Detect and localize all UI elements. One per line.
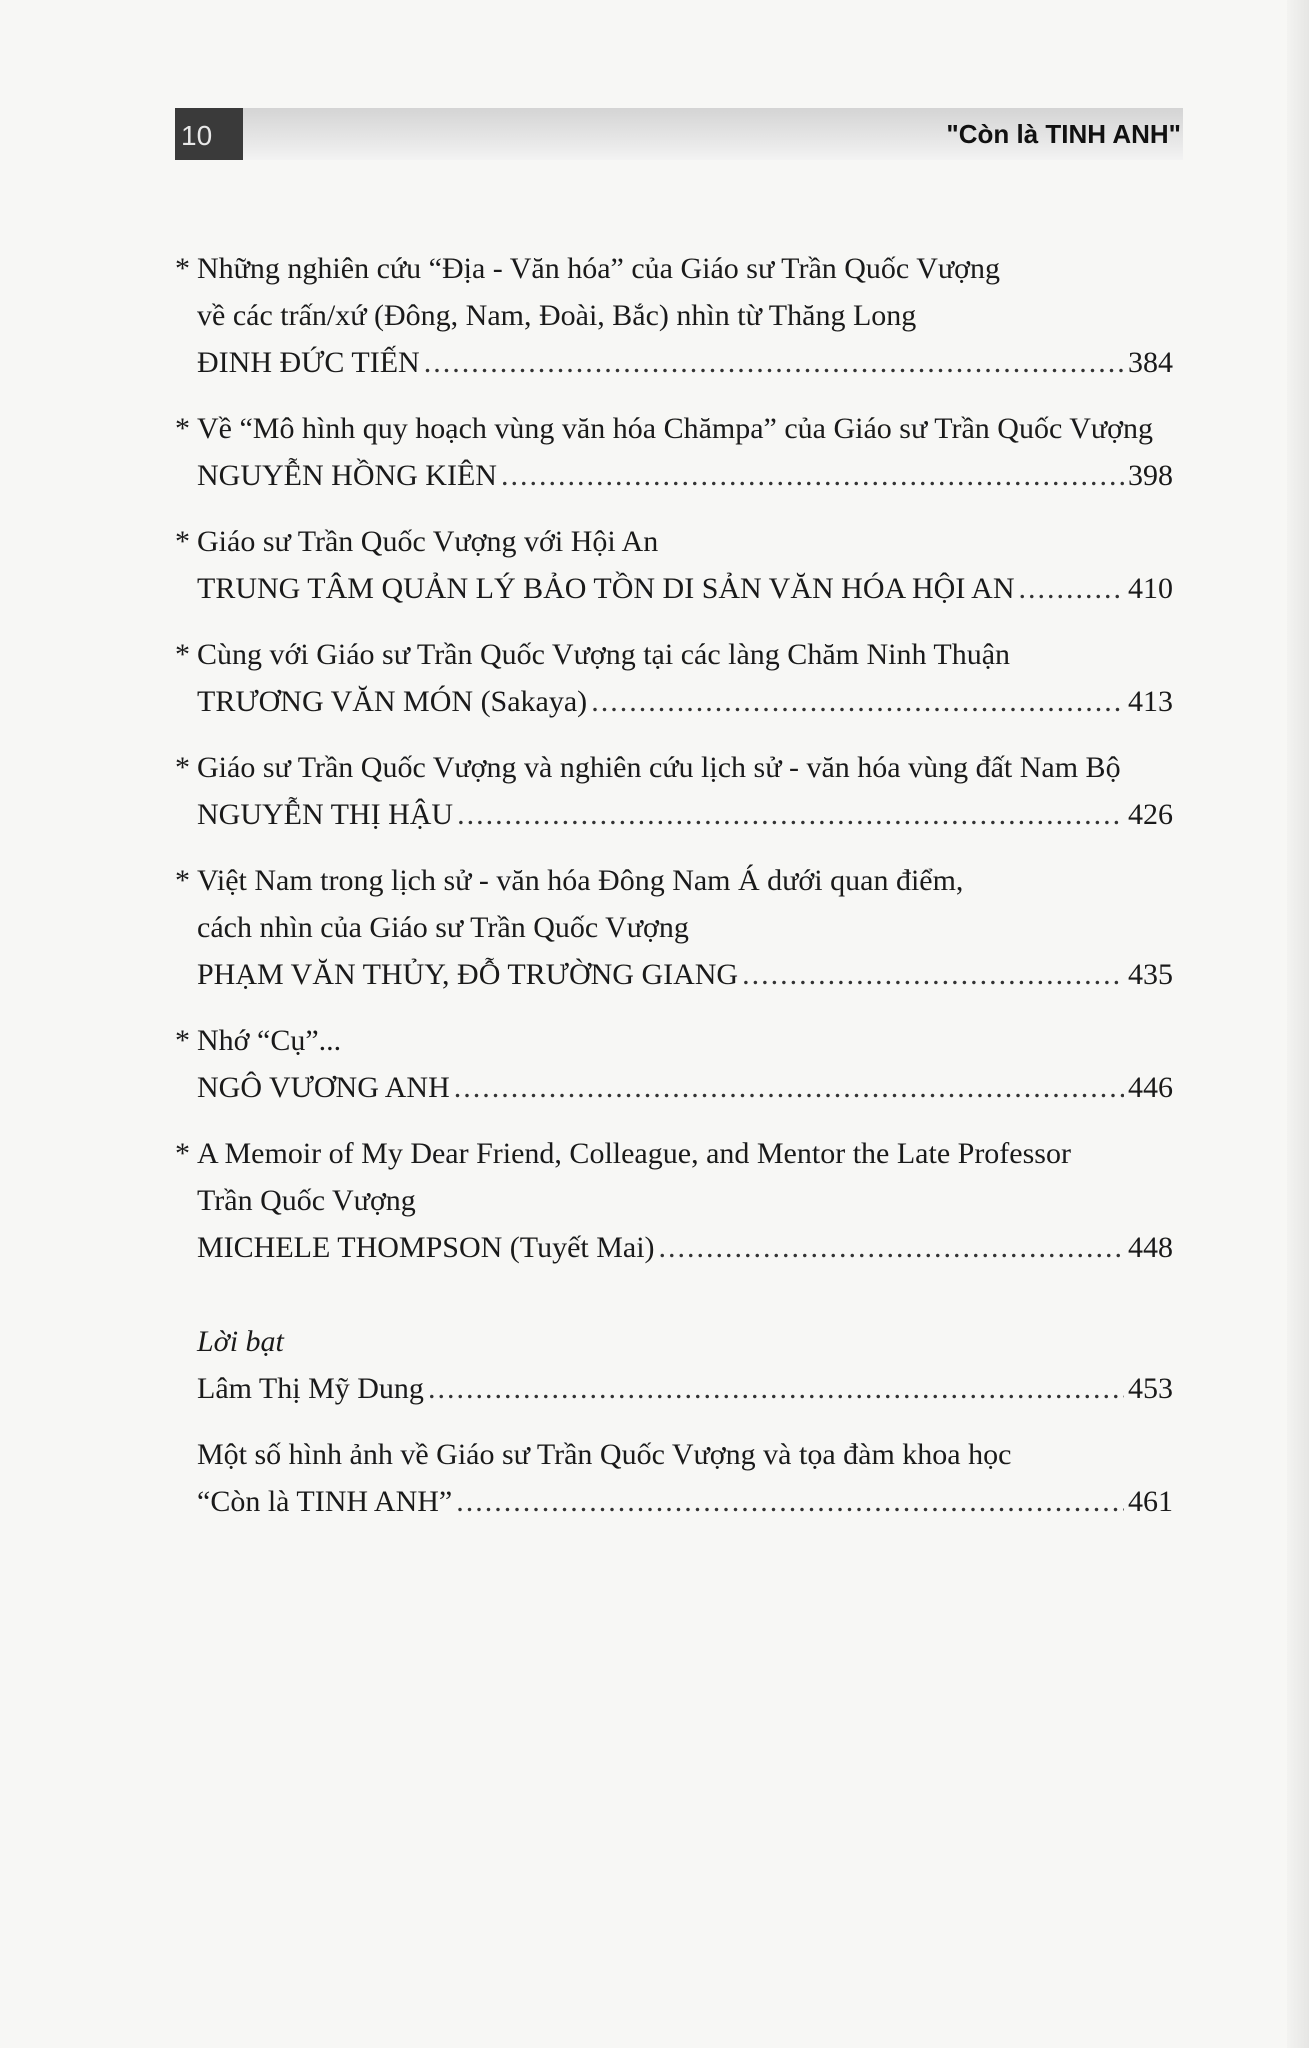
dot-leader: [501, 452, 1124, 499]
entry-title: cách nhìn của Giáo sư Trần Quốc Vượng: [197, 911, 689, 944]
entry-page-number: 448: [1128, 1231, 1173, 1264]
toc-entry: [175, 1017, 1173, 1111]
bullet-asterisk: *: [175, 1137, 190, 1170]
entry-title: Về “Mô hình quy hoạch vùng văn hóa Chămpa” của Giáo sư Trần Quốc Vượng: [197, 412, 1154, 445]
toc-entry: [175, 631, 1173, 725]
entry-author: PHẠM VĂN THỦY, ĐỖ TRƯỜNG GIANG: [197, 958, 739, 991]
dot-leader: [1019, 565, 1124, 612]
dot-leader: [659, 1224, 1124, 1271]
entry-page-number: 413: [1128, 685, 1173, 718]
entry-author: ĐINH ĐỨC TIẾN: [197, 346, 420, 379]
dot-leader: [742, 951, 1124, 998]
dot-leader: [456, 1478, 1124, 1525]
entry-title: Những nghiên cứu “Địa - Văn hóa” của Giáo sư Trần Quốc Vượng: [197, 252, 1000, 285]
afterword-heading: Lời bạt: [197, 1325, 284, 1358]
dot-leader: [454, 1064, 1124, 1111]
entry-title: Trần Quốc Vượng: [197, 1184, 416, 1217]
entry-author: TRƯƠNG VĂN MÓN (Sakaya): [197, 685, 588, 718]
toc-entry: [175, 405, 1173, 499]
entry-page-number: 426: [1128, 798, 1173, 831]
entry-page-number: 384: [1128, 346, 1173, 379]
toc-entry: [175, 857, 1173, 998]
entry-title: Nhớ “Cụ”...: [197, 1024, 342, 1057]
entry-title: Cùng với Giáo sư Trần Quốc Vượng tại các làng Chăm Ninh Thuận: [197, 638, 1011, 671]
entry-title: Việt Nam trong lịch sử - văn hóa Đông Nam Á dưới quan điểm,: [197, 864, 964, 897]
entry-title: Giáo sư Trần Quốc Vượng với Hội An: [197, 525, 659, 558]
entry-author: NGUYỄN HỒNG KIÊN: [197, 459, 497, 492]
entry-page-number: 410: [1128, 572, 1173, 605]
entry-page-number: 435: [1128, 958, 1173, 991]
entry-title: về các trấn/xứ (Đông, Nam, Đoài, Bắc) nhìn từ Thăng Long: [197, 299, 917, 332]
page-number: 10: [175, 108, 243, 160]
dot-leader: [428, 1365, 1124, 1412]
afterword-entry: [175, 1318, 1173, 1412]
entry-page-number: 398: [1128, 459, 1173, 492]
photos-title-cont: “Còn là TINH ANH”: [197, 1485, 453, 1518]
photos-entry: [175, 1431, 1173, 1525]
dot-leader: [424, 339, 1124, 386]
bullet-asterisk: *: [175, 751, 190, 784]
bullet-asterisk: *: [175, 1024, 190, 1057]
toc-entry: [175, 518, 1173, 612]
toc-entry: [175, 1130, 1173, 1271]
afterword-page-number: 453: [1128, 1372, 1173, 1405]
bullet-asterisk: *: [175, 412, 190, 445]
entry-page-number: 446: [1128, 1071, 1173, 1104]
entry-author: NGUYỄN THỊ HẬU: [197, 798, 454, 831]
page-edge: [1287, 0, 1309, 2048]
table-of-contents: [175, 245, 1173, 1544]
photos-title: Một số hình ảnh về Giáo sư Trần Quốc Vượng và tọa đàm khoa học: [197, 1438, 1012, 1471]
bullet-asterisk: *: [175, 252, 190, 285]
toc-entry: [175, 744, 1173, 838]
entry-title: Giáo sư Trần Quốc Vượng và nghiên cứu lịch sử - văn hóa vùng đất Nam Bộ: [197, 751, 1121, 784]
toc-entry: [175, 245, 1173, 386]
entry-author: NGÔ VƯƠNG ANH: [197, 1071, 450, 1104]
running-title: "Còn là TINH ANH": [946, 119, 1181, 149]
dot-leader: [591, 678, 1124, 725]
photos-page-number: 461: [1128, 1485, 1173, 1518]
entry-author: MICHELE THOMPSON (Tuyết Mai): [197, 1231, 655, 1264]
entry-title: A Memoir of My Dear Friend, Colleague, and Mentor the Late Professor: [197, 1137, 1071, 1170]
afterword-author: Lâm Thị Mỹ Dung: [197, 1372, 424, 1405]
bullet-asterisk: *: [175, 638, 190, 671]
dot-leader: [457, 791, 1124, 838]
bullet-asterisk: *: [175, 525, 190, 558]
entry-author: TRUNG TÂM QUẢN LÝ BẢO TỒN DI SẢN VĂN HÓA HỘI AN: [197, 572, 1015, 605]
bullet-asterisk: *: [175, 864, 190, 897]
